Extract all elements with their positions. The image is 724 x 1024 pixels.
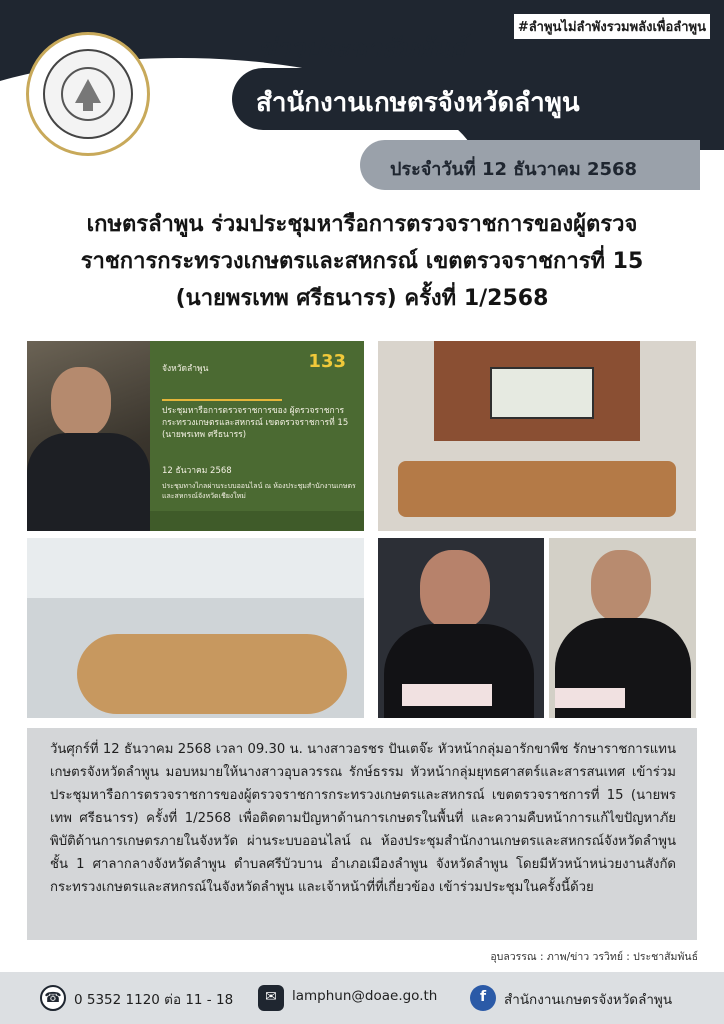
photo-participant-2 — [549, 538, 696, 718]
headline-line-1: เกษตรลำพูน ร่วมประชุมหารือการตรวจราชการของผู้ตรวจ — [86, 212, 638, 237]
phone-icon: ☎ — [40, 985, 66, 1011]
headline-line-3: (นายพรเทพ ศรีธนารร) ครั้งที่ 1/2568 — [175, 286, 549, 311]
slide-date: 12 ธันวาคม 2568 — [162, 466, 232, 476]
logo-emblem-icon — [43, 49, 133, 139]
footer-facebook[interactable]: สำนักงานเกษตรจังหวัดลำพูน — [504, 992, 673, 1008]
photo-meeting-table — [27, 538, 364, 718]
footer-email[interactable]: lamphun@doae.go.th — [292, 988, 438, 1004]
screen-icon — [490, 367, 594, 419]
photo-officer-portrait — [27, 341, 150, 531]
slide-rule — [162, 399, 282, 401]
issue-date: ประจำวันที่ 12 ธันวาคม 2568 — [390, 159, 638, 180]
hashtag: #ลำพูนไม่ลำพังรวมพลังเพื่อลำพูน — [514, 14, 710, 39]
department-logo — [26, 32, 150, 156]
headline-line-2: ราชการกระทรวงเกษตรและสหกรณ์ เขตตรวจราชการที่ 15 — [80, 249, 644, 274]
article-body: วันศุกร์ที่ 12 ธันวาคม 2568 เวลา 09.30 น. นางสาวอรชร ปันเตจ๊ะ หัวหน้ากลุ่มอารักขาพืช รักษาราชการแทนเกษตรจังหวัดลำพูน มอบหมายให้นางสาวอุบลวรรณ รักษ์ธรรม หัวหน้ากลุ่มยุทธศาสตร์และสารสนเทศ เข้าร่วมประชุมหารือการตรวจราชการของผู้ตรวจราชการกระทรวงเกษตรและสหกรณ์ เขตตรวจราชการที่ 15 (นายพรเทพ ศรีธนารร) ครั้งที่ 1/2568 เพื่อติดตามปัญหาด้านการเกษตรในพื้นที่ และความคืบหน้าการแก้ไขปัญหาภัยพิบัติด้านการเกษตรภายในจังหวัด ผ่านระบบออนไลน์ ณ ห้องประชุมสำนักงานเกษตรและสหกรณ์จังหวัดลำพูน ชั้น 1 ศาลากลางจังหวัดลำพูน ตำบลศรีบัวบาน อำเภอเมืองลำพูน จังหวัดลำพูน โดยมีหัวหน้าหน่วยงานสังกัดกระทรวงเกษตรและสหกรณ์ในจังหวัดลำพูน และเจ้าหน้าที่ที่เกี่ยวข้อง เข้าร่วมประชุมในครั้งนี้ด้วย — [50, 742, 676, 895]
header-title-office: สำนักงานเกษตรจังหวัดลำพูน — [256, 88, 580, 118]
photo-conference-room — [378, 341, 696, 531]
meeting-title-slide — [150, 341, 364, 531]
slide-footer — [150, 511, 364, 531]
slide-venue: ประชุมทางไกลผ่านระบบออนไลน์ ณ ห้องประชุมสำนักงานเกษตรและสหกรณ์จังหวัดเชียงใหม่ — [162, 482, 356, 500]
slide-topic: ประชุมหารือการตรวจราชการของ ผู้ตรวจราชการกระทรวงเกษตรและสหกรณ์ เขตตรวจราชการที่ 15 (นายพรเทพ ศรีธนารร) — [162, 406, 349, 440]
mail-icon: ✉ — [258, 985, 284, 1011]
headline — [24, 206, 700, 317]
photo-participant-1 — [378, 538, 544, 718]
slide-anniversary: 133 — [308, 351, 346, 372]
facebook-icon: f — [470, 985, 496, 1011]
slide-province: จังหวัดลำพูน — [162, 364, 209, 374]
footer-phone[interactable]: 0 5352 1120 ต่อ 11 - 18 — [74, 992, 234, 1008]
photo-credit: อุบลวรรณ : ภาพ/ข่าว วรวิทย์ : ประชาสัมพันธ์ — [490, 951, 698, 963]
header-title-pr: ข่าวประชาสัมพันธ์ — [258, 34, 466, 64]
